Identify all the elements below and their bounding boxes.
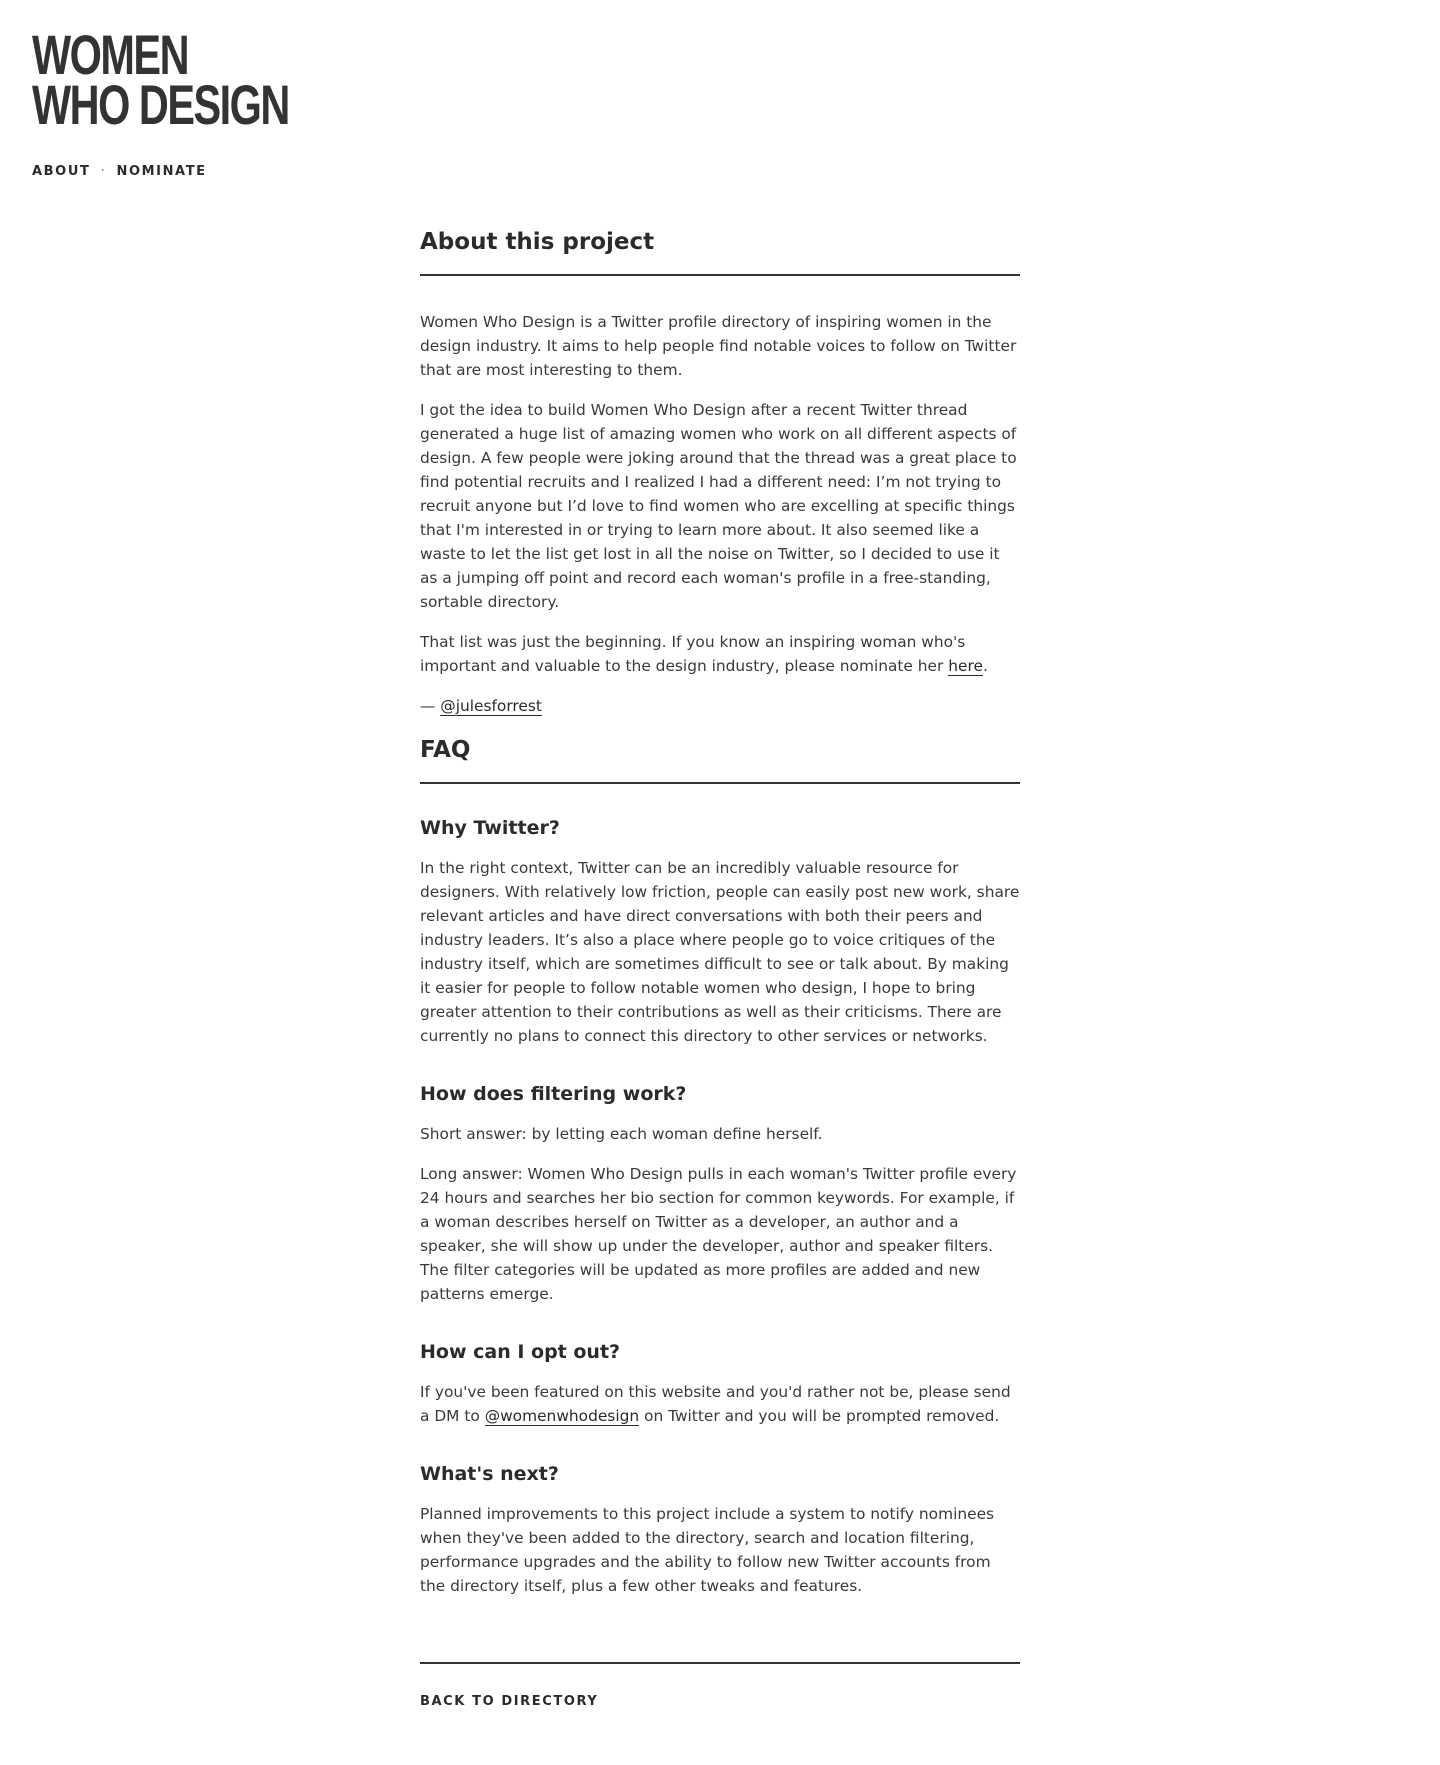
faq-answer-opt-out-end: on Twitter and you will be prompted removed. [639,1407,1000,1425]
about-paragraph-3-text: That list was just the beginning. If you know an inspiring woman who's important and valuable to the design industry, please nominate her [420,633,966,675]
about-body [420,310,1020,718]
faq-answer-whats-next: Planned improvements to this project include a system to notify nominees when they've been added to the directory, search and location filtering, performance upgrades and the ability to follow new Twitter accounts from the directory itself, plus a few other tweaks and features. [420,1505,995,1595]
about-paragraph-2: I got the idea to build Women Who Design after a recent Twitter thread generated a huge list of amazing women who work on all different aspects of design. A few people were joking around that the thread was a great place to find potential recruits and I realized I had a different need: I’m not trying to recruit anyone but I’d love to find women who are excelling at specific things that I'm interested in or trying to learn more about. It also seemed like a waste to let the list get lost in all the noise on Twitter, so I decided to use it as a jumping off point and record each woman's profile in a free-standing, sortable directory. [420,401,1017,611]
faq-answer-opt-out-text: If you've been featured on this website and you'd rather not be, please send a DM to [420,1383,1011,1425]
signature [420,694,1020,718]
faq-answer-filtering-long: Long answer: Women Who Design pulls in each woman's Twitter profile every 24 hours and searches her bio section for common keywords. For example, if a woman describes herself on Twitter as a developer, an author and a speaker, she will show up under the developer, author and speaker filters. The filter categories will be updated as more profiles are added and new patterns emerge. [420,1165,1017,1303]
signature-dash: — [420,697,441,715]
faq-question-why-twitter: Why Twitter? [420,817,560,839]
about-title: About this project [420,226,1020,276]
logo-line-1: WOMEN [32,23,189,86]
about-paragraph-3 [420,630,1020,678]
logo-line-2: WHO DESIGN [32,73,289,136]
nav-about-link[interactable]: ABOUT [32,164,91,179]
main-nav [32,164,207,179]
faq-question-whats-next: What's next? [420,1463,559,1485]
faq-answer-filtering-short: Short answer: by letting each woman define herself. [420,1125,823,1143]
about-paragraph-1: Women Who Design is a Twitter profile directory of inspiring women in the design industry. It aims to help people find notable voices to follow on Twitter that are most interesting to them. [420,313,1017,379]
faq-question-opt-out: How can I opt out? [420,1341,621,1363]
faq-question-filtering: How does filtering work? [420,1083,687,1105]
about-paragraph-3-end: . [982,657,988,675]
nav-separator: · [100,164,107,179]
nav-nominate-link[interactable]: NOMINATE [116,164,207,179]
main-content [420,226,1020,1709]
faq-answer-opt-out [420,1380,1020,1428]
author-handle-link[interactable]: @julesforrest [440,697,542,715]
faq-title: FAQ [420,734,1020,784]
site-logo[interactable] [32,23,289,136]
faq-answer-why-twitter: In the right context, Twitter can be an incredibly valuable resource for designers. With relatively low friction, people can easily post new work, share relevant articles and have direct conversations with both their peers and industry leaders. It’s also a place where people go to voice critiques of the industry itself, which are sometimes difficult to see or talk about. By making it easier for people to follow notable women who design, I hope to bring greater attention to their contributions as well as their criticisms. There are currently no plans to connect this directory to other services or networks. [420,859,1020,1045]
footer-divider [420,1662,1020,1664]
womenwhodesign-handle-link[interactable]: @womenwhodesign [484,1407,640,1425]
nominate-here-link[interactable]: here [948,657,983,675]
back-to-directory-link[interactable]: BACK TO DIRECTORY [420,1694,599,1709]
